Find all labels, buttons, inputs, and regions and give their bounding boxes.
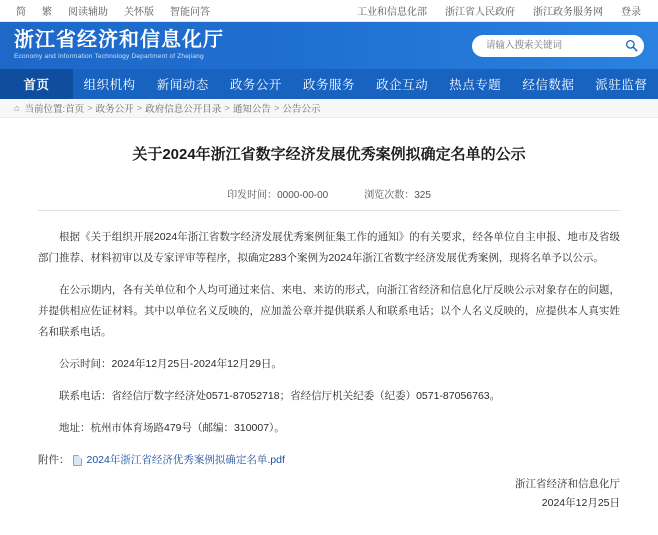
article-paragraph: 在公示期内，各有关单位和个人均可通过来信、来电、来访的形式，向浙江省经济和信息化厅反映公示对象存在的问题，并提供相应佐证材料。其中以单位名义反映的，应加盖公章并提供联系人和联系电话；以个人名义反映的，应提供本人真实姓名和联系电话。 <box>38 284 620 338</box>
smart-qa-link[interactable]: 智能问答 <box>170 7 210 18</box>
nav-item-hot-topics[interactable]: 热点专题 <box>449 78 502 92</box>
breadcrumb-item-disclosure[interactable]: 政务公开 <box>95 104 134 115</box>
search-input[interactable] <box>484 39 622 52</box>
home-icon: ⌂ <box>14 103 20 113</box>
utility-bar-left <box>8 3 218 18</box>
site-logo-cn: 浙江省经济和信息化厅 <box>14 29 224 51</box>
login-link[interactable]: 登录 <box>621 7 641 18</box>
signoff-department: 浙江省经济和信息化厅 <box>515 478 620 490</box>
reading-assist-link[interactable]: 阅读辅助 <box>68 7 108 18</box>
search-icon[interactable] <box>622 37 640 55</box>
breadcrumb <box>0 99 658 118</box>
signoff-date: 2024年12月25日 <box>541 497 620 509</box>
attachment-row <box>38 450 620 471</box>
meta-view-count-value: 325 <box>414 190 431 201</box>
zj-gov-link[interactable]: 浙江省人民政府 <box>445 7 515 18</box>
article-paragraph: 根据《关于组织开展2024年浙江省数字经济发展优秀案例征集工作的通知》的有关要求，经各单位自主申报、地市及省级部门推荐、材料初审以及专家评审等程序，拟确定283个案例为2024年浙江省数字经济发展优秀案例，现将名单予以公示。 <box>38 231 620 264</box>
breadcrumb-separator: > <box>273 102 280 114</box>
nav-item-supervision[interactable]: 派驻监督 <box>595 78 648 92</box>
nav-item-news[interactable]: 新闻动态 <box>156 78 209 92</box>
article-paragraph: 公示时间：2024年12月25日-2024年12月29日。 <box>59 358 282 370</box>
meta-publish-date <box>227 186 328 201</box>
article-paragraph: 联系电话：省经信厅数字经济处0571-87052718；省经信厅机关纪委（纪委）0571-87056763。 <box>59 390 501 402</box>
nav-item-gov-enterprise-interaction[interactable]: 政企互动 <box>376 78 429 92</box>
utility-bar <box>0 0 658 22</box>
article-container <box>0 118 658 535</box>
meta-view-count-label: 浏览次数： <box>364 190 415 201</box>
page-title: 关于2024年浙江省数字经济发展优秀案例拟确定名单的公示 <box>132 146 526 163</box>
lang-simplified-link[interactable]: 简 <box>16 7 26 18</box>
zj-service-link[interactable]: 浙江政务服务网 <box>533 7 603 18</box>
breadcrumb-prefix: 当前位置: <box>24 104 66 115</box>
meta-publish-date-value: 0000-00-00 <box>277 190 329 201</box>
breadcrumb-item-home[interactable]: 首页 <box>65 104 85 115</box>
site-logo-en: Economy and Information Technology Department of Zhejiang <box>14 53 204 60</box>
article-meta <box>38 186 620 201</box>
article-body <box>38 227 620 471</box>
attachment-link[interactable]: 2024年浙江省经济优秀案例拟确定名单.pdf <box>86 454 285 466</box>
site-header <box>0 22 658 69</box>
main-nav <box>0 69 658 99</box>
nav-item-government-services[interactable]: 政务服务 <box>302 78 355 92</box>
nav-item-government-affairs-disclosure[interactable]: 政务公开 <box>229 78 282 92</box>
lang-traditional-link[interactable]: 繁 <box>42 7 52 18</box>
nav-item-organization[interactable]: 组织机构 <box>83 78 136 92</box>
article-paragraph: 地址：杭州市体育场路479号（邮编：310007）。 <box>59 422 285 434</box>
site-logo[interactable] <box>14 29 224 62</box>
breadcrumb-item-notice[interactable]: 通知公告 <box>232 104 271 115</box>
breadcrumb-item-catalog[interactable]: 政府信息公开目录 <box>145 104 222 115</box>
nav-item-home[interactable]: 首页 <box>0 69 73 99</box>
attachment-label: 附件： <box>38 454 70 466</box>
nav-item-economic-data[interactable]: 经信数据 <box>522 78 575 92</box>
breadcrumb-separator: > <box>87 102 93 114</box>
search-box[interactable] <box>472 35 644 57</box>
breadcrumb-separator: > <box>224 102 230 114</box>
miit-link[interactable]: 工业和信息化部 <box>357 7 427 18</box>
meta-publish-date-label: 印发时间： <box>227 190 278 201</box>
breadcrumb-item-announcement[interactable]: 公告公示 <box>282 104 321 115</box>
pdf-file-icon <box>73 455 82 466</box>
divider <box>38 210 620 211</box>
accessible-version-link[interactable]: 关怀版 <box>124 7 154 18</box>
meta-view-count <box>364 186 431 201</box>
breadcrumb-separator: > <box>136 102 143 114</box>
utility-bar-right <box>348 3 650 18</box>
article-signoff <box>515 475 620 513</box>
